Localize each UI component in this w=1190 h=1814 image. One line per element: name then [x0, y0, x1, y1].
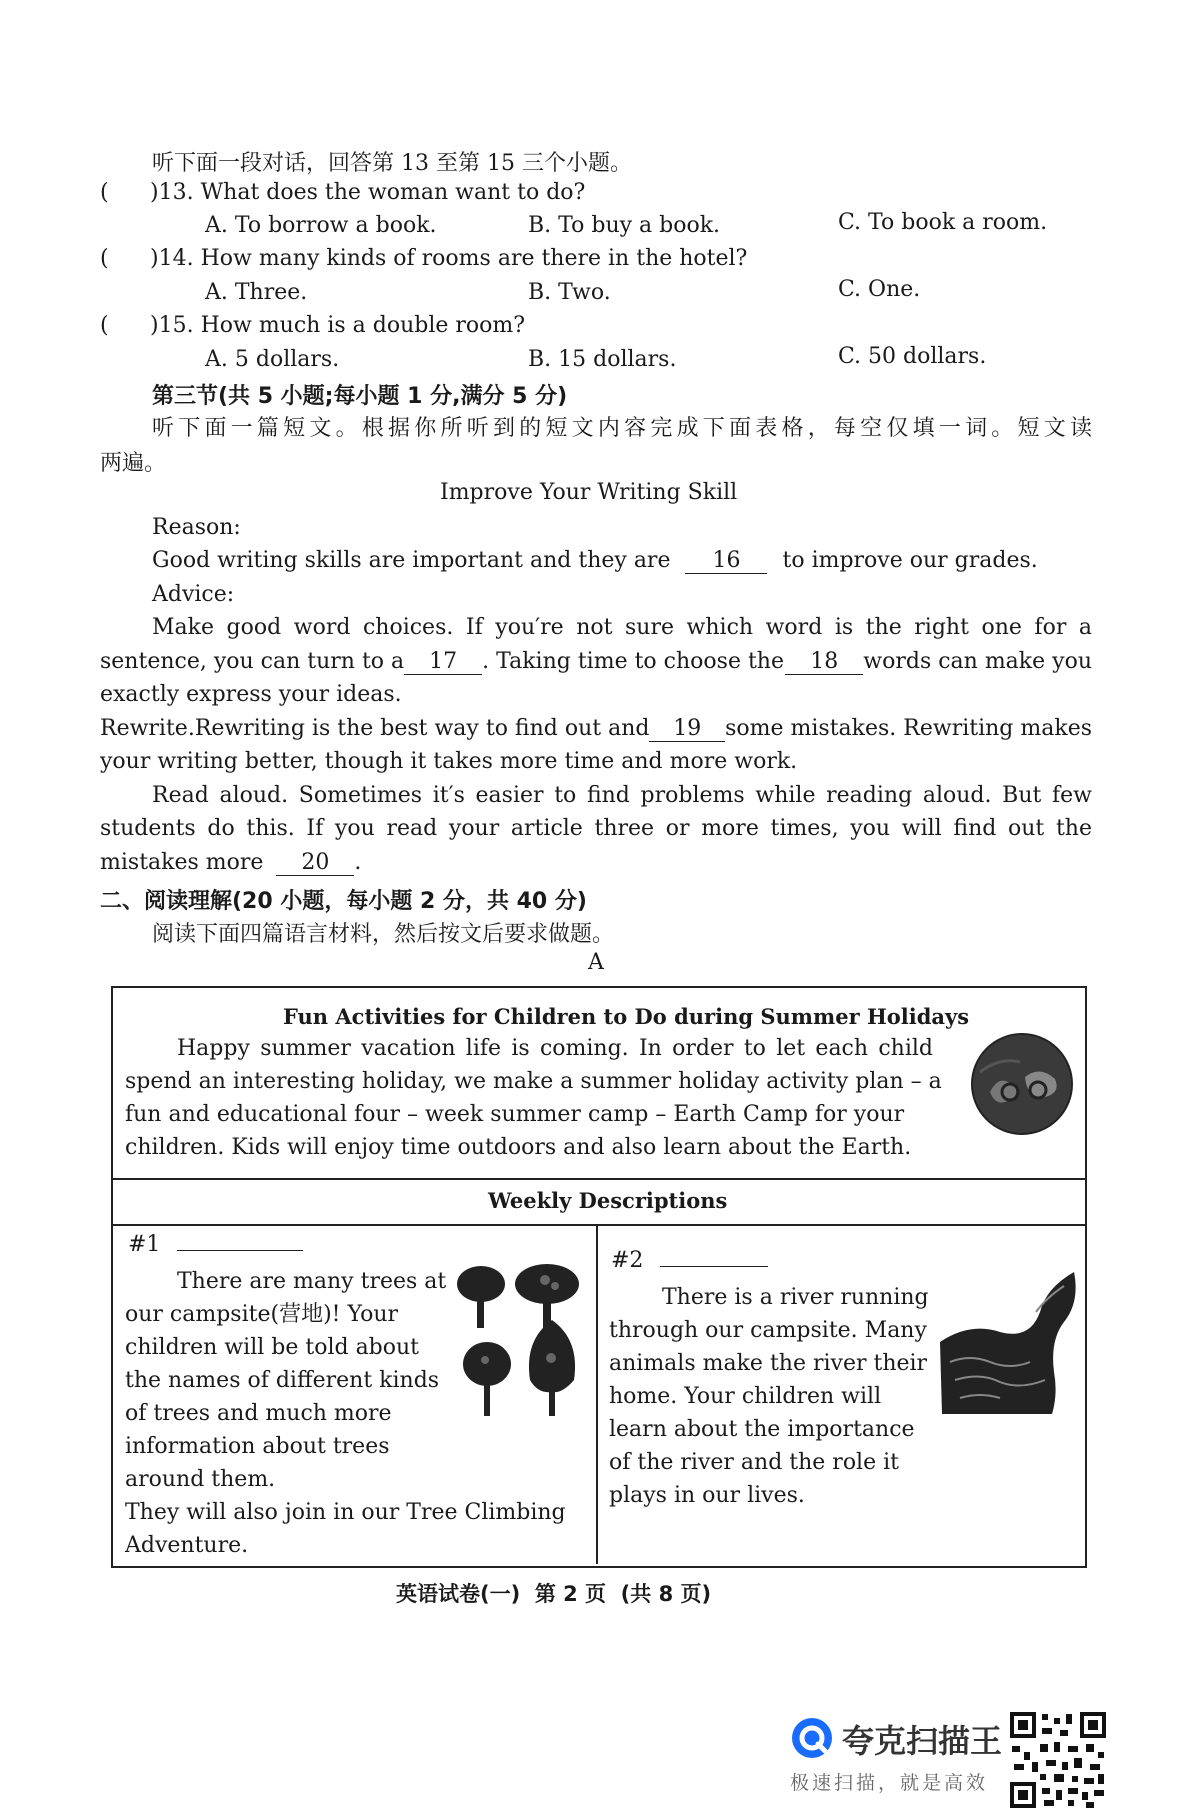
brand-name: 夸克扫描王: [842, 1722, 1003, 1760]
reason-label: Reason:: [152, 515, 241, 540]
qr-code-image: [1010, 1712, 1106, 1808]
brand-slogan: 极速扫描，就是高效: [790, 1772, 989, 1794]
section3-instruction-line1: 听下面一篇短文。根据你所听到的短文内容完成下面表格，每空仅填一词。短文读: [152, 416, 1092, 441]
passage-title: Improve Your Writing Skill: [440, 480, 738, 505]
week1-line: of trees and much more: [125, 1401, 392, 1426]
advice2-text-pre: Rewrite.Rewriting is the best way to find out and: [100, 716, 650, 741]
week2-line: of the river and the role it: [609, 1450, 899, 1475]
week1-label: [128, 1232, 303, 1257]
reason-text-post: to improve our grades.: [782, 548, 1038, 573]
advice1-text-post: words can make you: [863, 649, 1092, 674]
option-15c: C. 50 dollars.: [838, 344, 987, 369]
blank-18[interactable]: 18: [785, 649, 863, 675]
camp-intro: [125, 1032, 942, 1164]
river-image: [940, 1272, 1080, 1422]
week1-number: #1: [128, 1232, 161, 1257]
option-13b: B. To buy a book.: [528, 213, 721, 238]
week2-blank[interactable]: [660, 1266, 768, 1267]
option-15b: B. 15 dollars.: [528, 347, 677, 372]
question-15: )15. How much is a double room?: [150, 313, 526, 338]
listening-intro: 听下面一段对话，回答第 13 至第 15 三个小题。: [152, 151, 632, 176]
week2-line: animals make the river their: [609, 1351, 928, 1376]
reason-line: [152, 548, 1038, 574]
reason-text-pre: Good writing skills are important and they are: [152, 548, 671, 573]
week1-line: They will also join in our Tree Climbing: [125, 1500, 566, 1525]
blank-20[interactable]: 20: [276, 850, 354, 876]
brand-logo-icon: [790, 1716, 834, 1760]
camp-intro-line: children. Kids will enjoy time outdoors and also learn about the Earth.: [125, 1135, 912, 1160]
week2-line: through our campsite. Many: [609, 1318, 927, 1343]
week2-line: home. Your children will: [609, 1384, 882, 1409]
reading-heading: 二、阅读理解(20 小题，每小题 2 分，共 40 分): [100, 889, 587, 914]
week2-line: There is a river running: [662, 1285, 929, 1310]
divider: [596, 1224, 598, 1564]
divider: [111, 1178, 1085, 1180]
question-14: )14. How many kinds of rooms are there in the hotel?: [150, 246, 748, 271]
week2-number: #2: [611, 1248, 644, 1273]
week2-line: learn about the importance: [609, 1417, 915, 1442]
answer-paren-14: (: [100, 246, 109, 271]
page-footer: 英语试卷(一) 第 2 页 (共 8 页): [396, 1582, 712, 1606]
week2-line: plays in our lives.: [609, 1483, 805, 1508]
advice1-text-mid: . Taking time to choose the: [482, 649, 784, 674]
camp-intro-line: spend an interesting holiday, we make a summer holiday activity plan – a: [125, 1069, 942, 1094]
section3-instruction-line2: 两遍。: [100, 451, 167, 476]
divider: [111, 1224, 1085, 1226]
advice3-line2: students do this. If you read your article three or more times, you will find out the: [100, 816, 1092, 841]
camp-intro-line: fun and educational four – week summer camp – Earth Camp for your: [125, 1102, 905, 1127]
advice2-line2: your writing better, though it takes more time and more work.: [100, 749, 798, 774]
week2-text: [609, 1281, 929, 1512]
advice3-text-pre: mistakes more: [100, 850, 264, 875]
option-15a: A. 5 dollars.: [205, 347, 340, 372]
weekly-heading: Weekly Descriptions: [488, 1188, 728, 1213]
week1-line: children will be told about: [125, 1335, 420, 1360]
advice3-line1: Read aloud. Sometimes it′s easier to find problems while reading aloud. But few: [152, 783, 1092, 808]
section3-heading: 第三节(共 5 小题;每小题 1 分,满分 5 分): [152, 384, 568, 409]
advice3-text-post: .: [354, 850, 362, 875]
week1-line: around them.: [125, 1467, 276, 1492]
week1-line: Adventure.: [125, 1533, 249, 1558]
passage-letter: A: [588, 950, 604, 975]
option-14a: A. Three.: [205, 280, 308, 305]
answer-paren-15: (: [100, 313, 109, 338]
option-14c: C. One.: [838, 277, 921, 302]
blank-19[interactable]: 19: [649, 716, 725, 742]
week1-blank[interactable]: [177, 1250, 303, 1251]
earth-globe-image: [970, 1032, 1074, 1136]
advice-label: Advice:: [152, 582, 235, 607]
advice1-line1: Make good word choices. If you′re not sure which word is the right one for a: [152, 615, 1092, 640]
advice1-line3: exactly express your ideas.: [100, 682, 402, 707]
advice2-text-post: some mistakes. Rewriting makes: [725, 716, 1092, 741]
advice1-line2: [100, 649, 1092, 675]
answer-paren-13: (: [100, 180, 109, 205]
question-13: )13. What does the woman want to do?: [150, 180, 586, 205]
advice3-line3: [100, 850, 361, 876]
advice1-text-pre: sentence, you can turn to a: [100, 649, 405, 674]
camp-intro-line: Happy summer vacation life is coming. In order to let each child: [177, 1036, 933, 1061]
reading-instruction: 阅读下面四篇语言材料，然后按文后要求做题。: [152, 922, 615, 947]
week1-line: There are many trees at: [177, 1269, 447, 1294]
week1-line: our campsite(营地)! Your: [125, 1302, 399, 1327]
week1-line: the names of different kinds: [125, 1368, 440, 1393]
option-14b: B. Two.: [528, 280, 611, 305]
option-13a: A. To borrow a book.: [205, 213, 437, 238]
week2-label: [611, 1248, 768, 1273]
blank-16[interactable]: 16: [685, 548, 767, 574]
advice2-line1: [100, 716, 1092, 742]
option-13c: C. To book a room.: [838, 210, 1048, 235]
blank-17[interactable]: 17: [404, 649, 482, 675]
camp-title: Fun Activities for Children to Do during Summer Holidays: [283, 1004, 970, 1029]
trees-image: [455, 1262, 587, 1422]
week1-line: information about trees: [125, 1434, 390, 1459]
